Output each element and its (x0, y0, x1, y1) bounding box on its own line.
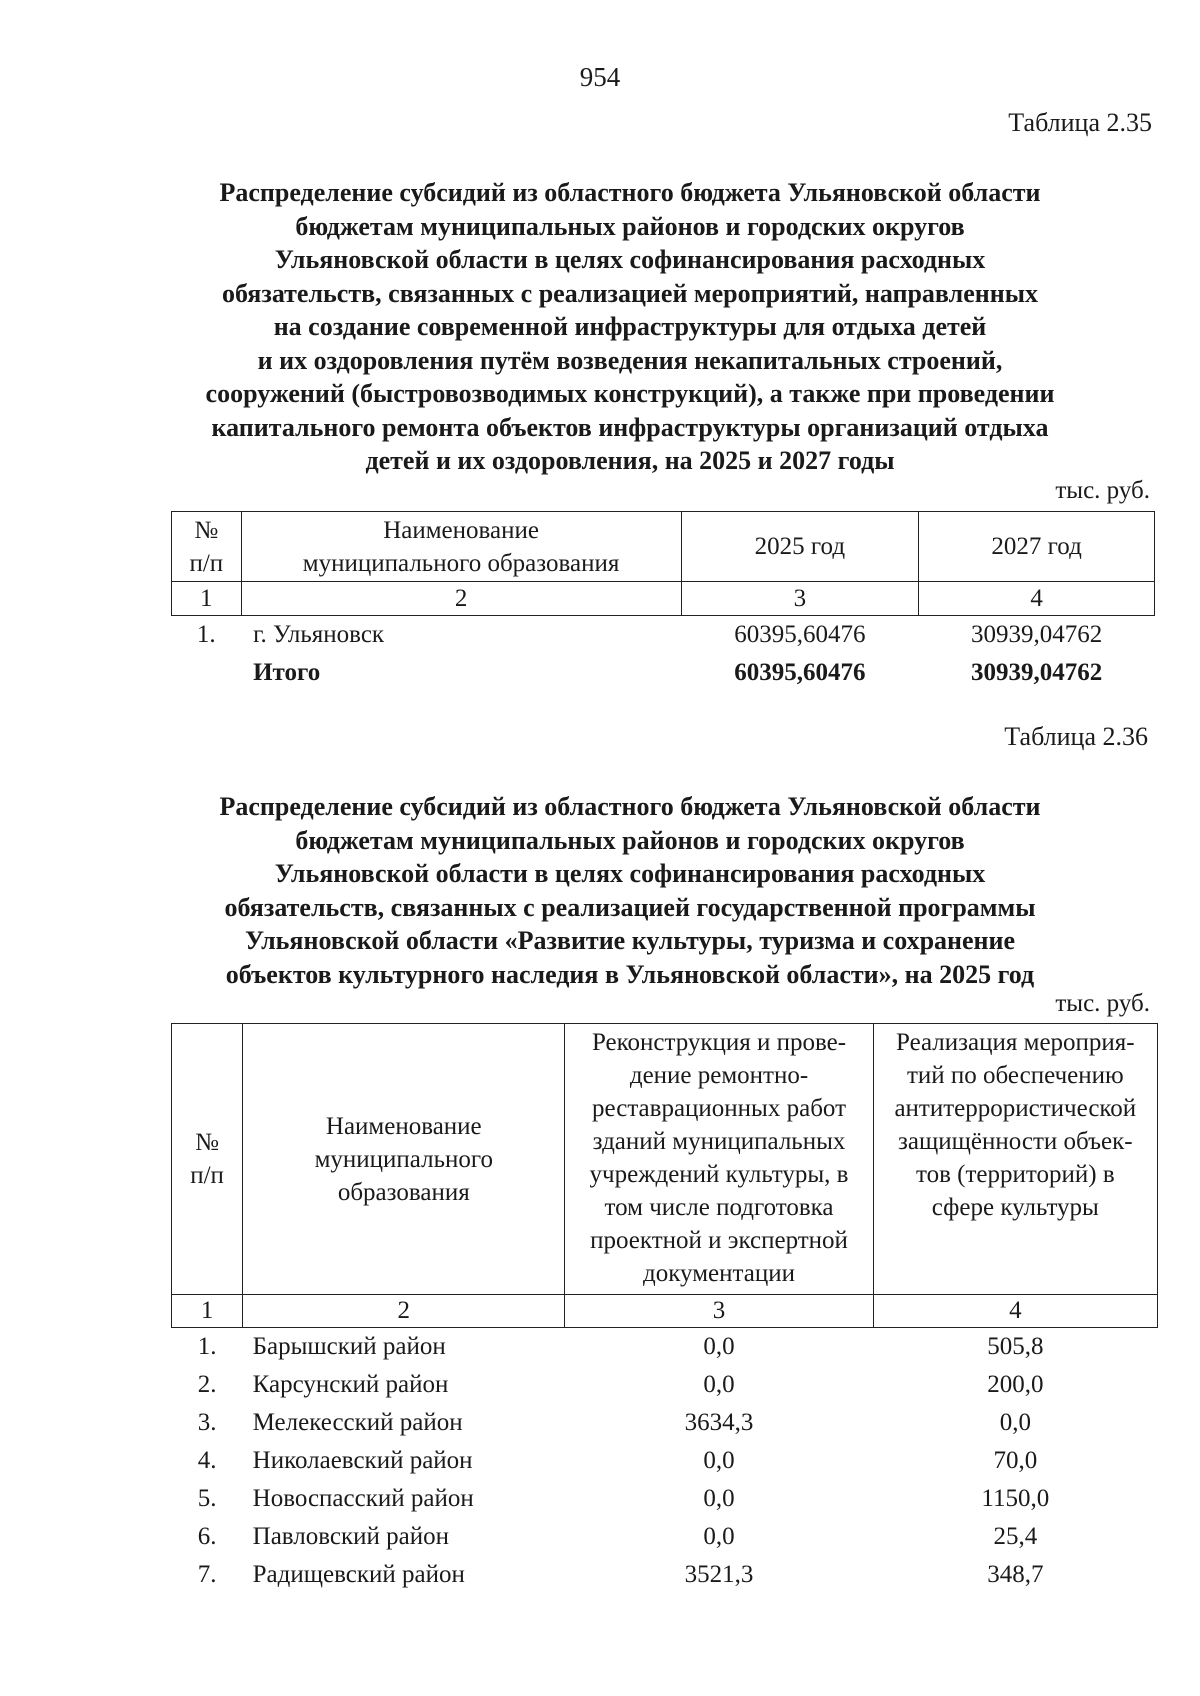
row-antiterror: 1150,0 (981, 1485, 1050, 1512)
header-row (172, 1024, 1158, 1295)
title-line: капитального ремонта объектов инфраструктуры организаций отдыха (211, 412, 1049, 442)
table-row (172, 616, 1155, 655)
row-reconstruction: 0,0 (703, 1523, 735, 1550)
table-row (172, 1442, 1158, 1480)
title-line: Распределение субсидий из областного бюджета Ульяновской области (219, 178, 1041, 207)
table-label-2-36: Таблица 2.36 (1004, 722, 1148, 751)
row-reconstruction: 0,0 (703, 1485, 735, 1512)
table-title-2-36 (150, 790, 1110, 991)
row-antiterror: 70,0 (993, 1447, 1038, 1474)
header-antiterror: Реализация мероприя- тий по обеспечению антитеррористической защищённости объек- тов (территорий) в сфере культуры (873, 1024, 1157, 1295)
units-label: тыс. руб. (1055, 477, 1150, 504)
table-body (172, 1328, 1158, 1595)
header-no: № п/п (172, 1024, 243, 1295)
units-label: тыс. руб. (1055, 990, 1150, 1017)
title-line: бюджетам муниципальных районов и городских округов (295, 825, 965, 855)
row-antiterror: 0,0 (999, 1409, 1031, 1436)
row-name: Николаевский район (252, 1447, 473, 1474)
title-line: бюджетам муниципальных районов и городских округов (295, 211, 965, 241)
row-no: 1. (196, 621, 216, 648)
column-number-row (172, 582, 1155, 616)
header-name: Наименование муниципального образования (243, 1024, 565, 1295)
table-row (172, 1328, 1158, 1367)
total-label: Итого (253, 659, 321, 686)
title-line: объектов культурного наследия в Ульяновской области», на 2025 год (225, 959, 1035, 989)
table-label-2-35: Таблица 2.35 (1008, 108, 1152, 137)
title-line: обязательств, связанных с реализацией мероприятий, направленных (221, 278, 1039, 308)
total-2027: 30939,04762 (970, 659, 1103, 686)
header-reconstruction: Реконструкция и прове- дение ремонтно- реставрационных работ зданий муниципальных учреждений культуры, в том числе подготовка проектной и экспертной документации (565, 1024, 873, 1295)
row-antiterror: 348,7 (987, 1561, 1044, 1588)
col-number: 1 (172, 582, 242, 616)
row-no: 2. (197, 1371, 217, 1398)
title-line: Ульяновской области в целях софинансирования расходных (274, 245, 986, 274)
title-line: обязательств, связанных с реализацией государственной программы (224, 892, 1036, 922)
header-row (172, 512, 1155, 582)
row-name: Радищевский район (252, 1561, 465, 1588)
total-row (172, 654, 1155, 692)
page-number: 954 (579, 62, 621, 92)
row-reconstruction: 3521,3 (684, 1561, 754, 1588)
col-number: 4 (919, 582, 1155, 616)
row-reconstruction: 0,0 (703, 1447, 735, 1474)
col-number: 3 (565, 1295, 873, 1328)
title-line: на создание современной инфраструктуры для отдыха детей (273, 312, 987, 341)
row-name: Барышский район (252, 1333, 446, 1360)
title-line: сооружений (быстровозводимых конструкций), а также при проведении (205, 379, 1055, 408)
row-no: 7. (197, 1561, 217, 1588)
col-number: 1 (172, 1295, 243, 1328)
title-line: Ульяновской области «Развитие культуры, туризма и сохранение (244, 926, 1016, 955)
row-name: Новоспасский район (252, 1485, 474, 1512)
title-line: Распределение субсидий из областного бюджета Ульяновской области (219, 792, 1041, 821)
table-row (172, 1518, 1158, 1556)
row-name: г. Ульяновск (253, 621, 385, 648)
header-no: № п/п (172, 512, 242, 582)
row-name: Мелекесский район (252, 1409, 463, 1436)
title-line: детей и их оздоровления, на 2025 и 2027 годы (365, 446, 895, 475)
title-line: и их оздоровления путём возведения некапитальных строений, (257, 345, 1003, 375)
col-number: 2 (243, 1295, 565, 1328)
row-no: 6. (197, 1523, 217, 1550)
header-name: Наименование муниципального образования (241, 512, 681, 582)
row-antiterror: 505,8 (987, 1333, 1044, 1360)
header-2027: 2027 год (919, 512, 1155, 582)
row-reconstruction: 0,0 (703, 1371, 735, 1398)
table-row (172, 1556, 1158, 1594)
subsidy-table-2-36 (171, 1023, 1158, 1594)
row-2025: 60395,60476 (734, 621, 866, 648)
table-row (172, 1404, 1158, 1442)
row-no: 4. (197, 1447, 217, 1474)
table-title-2-35 (150, 176, 1110, 478)
table-row (172, 1366, 1158, 1404)
subsidy-table-2-35 (171, 511, 1155, 692)
col-number: 2 (241, 582, 681, 616)
row-no: 5. (197, 1485, 217, 1512)
col-number: 4 (873, 1295, 1157, 1328)
row-name: Карсунский район (252, 1371, 449, 1398)
header-2025: 2025 год (681, 512, 919, 582)
row-no: 1. (197, 1333, 217, 1360)
row-2027: 30939,04762 (970, 621, 1103, 648)
row-reconstruction: 3634,3 (684, 1409, 754, 1436)
table-row (172, 1480, 1158, 1518)
row-antiterror: 25,4 (993, 1523, 1038, 1550)
row-name: Павловский район (252, 1523, 450, 1550)
title-line: Ульяновской области в целях софинансирования расходных (274, 859, 986, 888)
col-number: 3 (681, 582, 919, 616)
row-reconstruction: 0,0 (703, 1333, 735, 1360)
row-no: 3. (197, 1409, 217, 1436)
total-2025: 60395,60476 (734, 659, 866, 686)
column-number-row (172, 1295, 1158, 1328)
row-antiterror: 200,0 (987, 1371, 1044, 1398)
